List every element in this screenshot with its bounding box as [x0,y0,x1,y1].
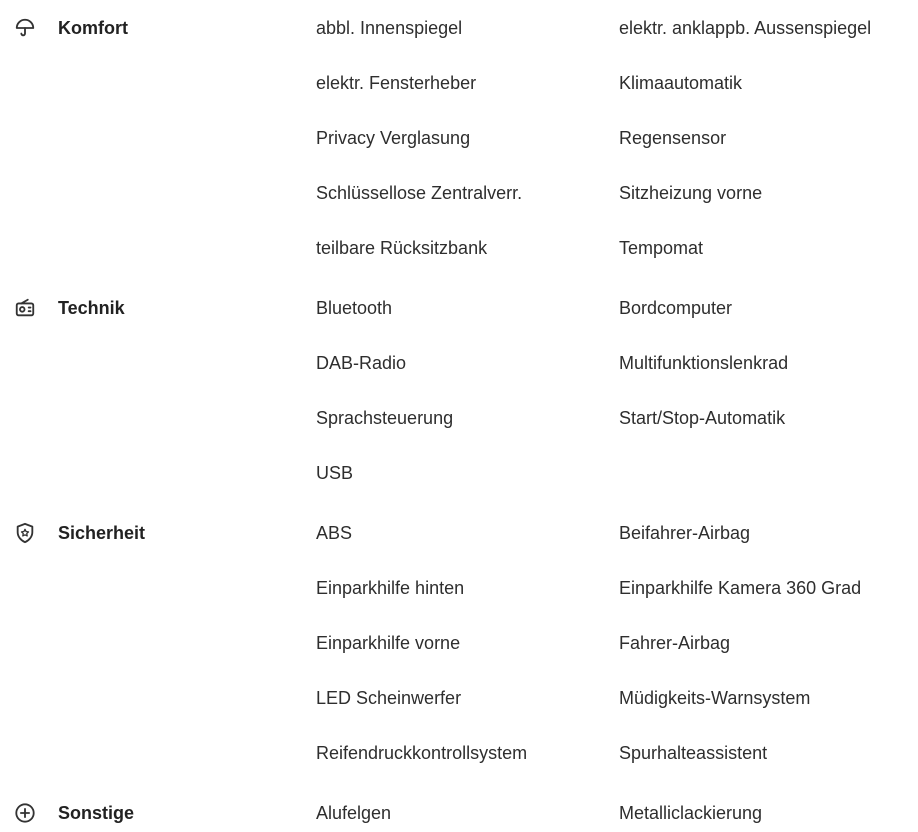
feature-item: Metalliclackierung [619,803,763,823]
feature-item: Regensensor [619,128,727,148]
feature-item: elektr. anklappb. Aussenspiegel [619,18,872,38]
category-label: Komfort [58,18,128,38]
feature-item: Multifunktionslenkrad [619,353,789,373]
feature-item: abbl. Innenspiegel [316,18,463,38]
category-label: Technik [58,298,125,318]
category-label: Sonstige [58,803,135,823]
feature-item: Einparkhilfe hinten [316,578,465,598]
feature-item: DAB-Radio [316,353,407,373]
feature-item: Privacy Verglasung [316,128,471,148]
feature-item: Sitzheizung vorne [619,183,763,203]
plus-circle-icon [13,801,37,825]
feature-item: Sprachsteuerung [316,408,454,428]
feature-item: Bluetooth [316,298,393,318]
feature-item: Müdigkeits-Warnsystem [619,688,811,708]
feature-item: LED Scheinwerfer [316,688,462,708]
feature-item: Bordcomputer [619,298,733,318]
radio-icon [13,296,37,320]
feature-item: Einparkhilfe vorne [316,633,461,653]
feature-item: elektr. Fensterheber [316,73,477,93]
feature-item: Schlüssellose Zentralverr. [316,183,523,203]
feature-item: teilbare Rücksitzbank [316,238,488,258]
feature-item: Start/Stop-Automatik [619,408,786,428]
feature-item: Reifendruckkontrollsystem [316,743,528,763]
feature-item: Tempomat [619,238,704,258]
feature-item: Spurhalteassistent [619,743,768,763]
umbrella-icon [13,16,37,40]
feature-item: ABS [316,523,353,543]
category-label: Sicherheit [58,523,146,543]
feature-item: Klimaautomatik [619,73,743,93]
feature-item: Einparkhilfe Kamera 360 Grad [619,578,862,598]
feature-item: Fahrer-Airbag [619,633,731,653]
feature-item: Alufelgen [316,803,392,823]
feature-item: USB [316,463,354,483]
feature-item: Beifahrer-Airbag [619,523,751,543]
shield-icon [13,521,37,545]
